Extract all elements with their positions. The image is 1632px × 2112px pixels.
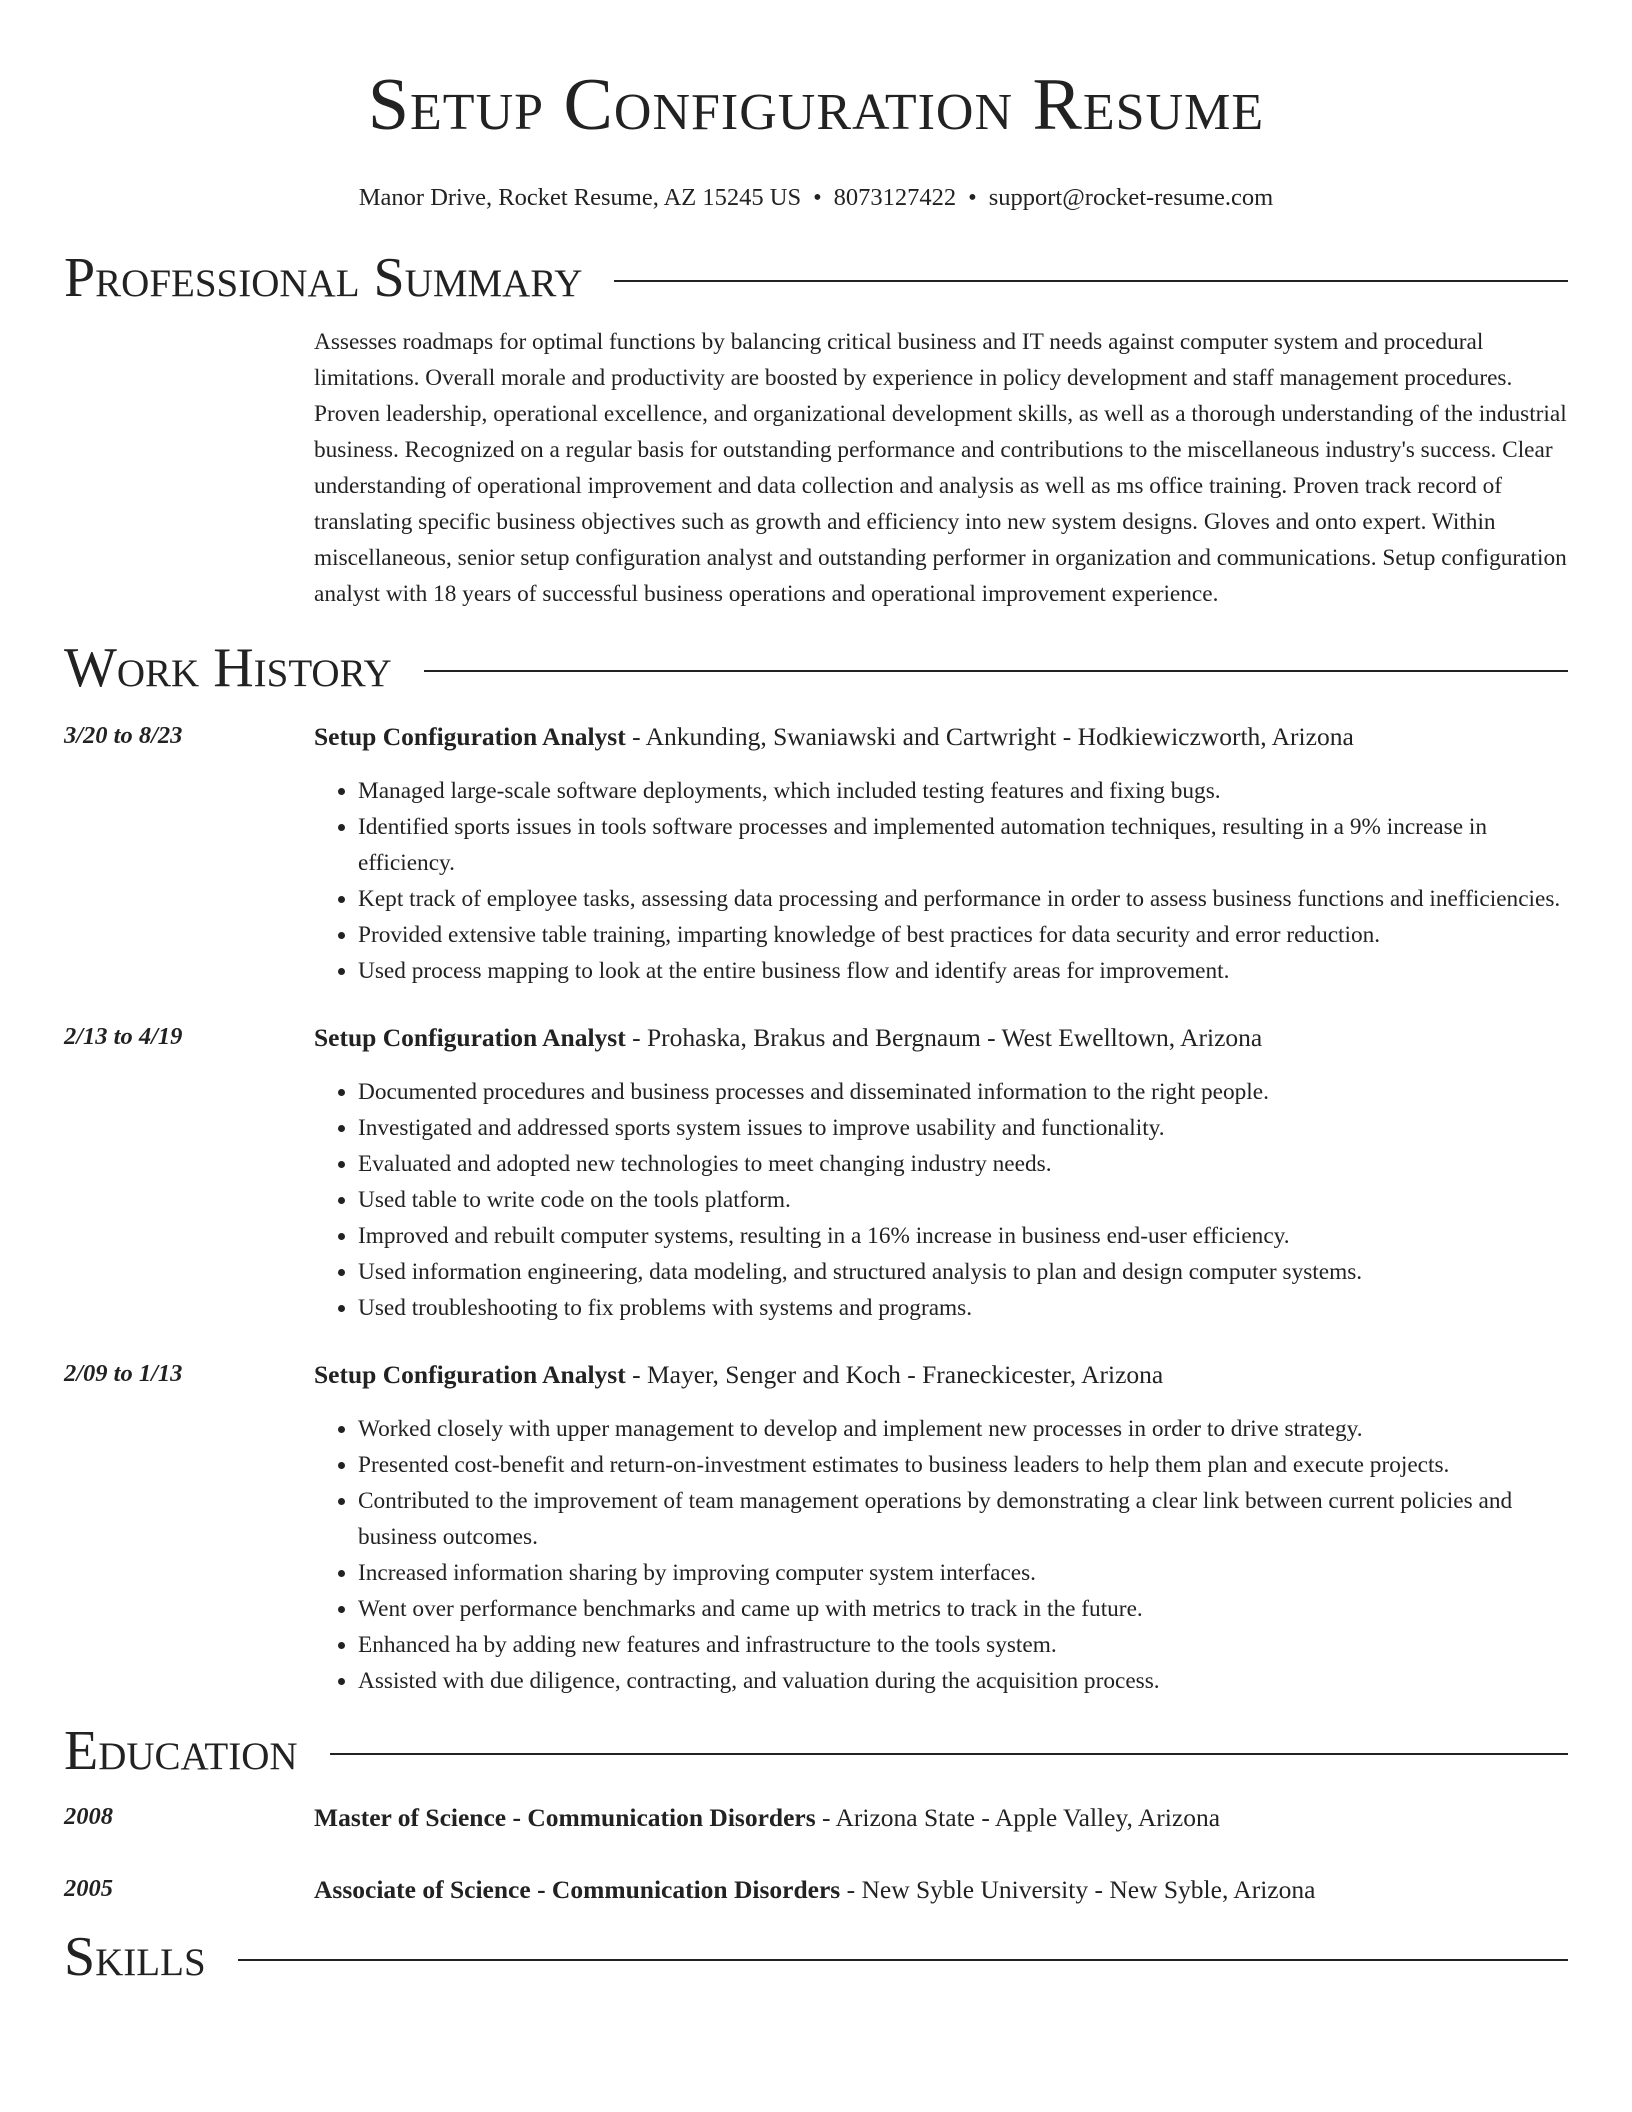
- list-item: • Investigated and addressed sports system issues to improve usability and functionality.: [358, 1110, 1568, 1146]
- job-dates: 2/09 to 1/13: [64, 1360, 183, 1387]
- list-item: • Increased information sharing by improving computer system interfaces.: [358, 1555, 1568, 1591]
- job-role: Setup Configuration Analyst: [314, 722, 626, 751]
- job-details: - Ankunding, Swaniawski and Cartwright - Hodkiewiczworth, Arizona: [625, 722, 1354, 751]
- job-title-line: [314, 1358, 1568, 1392]
- list-item: • Improved and rebuilt computer systems, resulting in a 16% increase in business end-user efficiency.: [358, 1218, 1568, 1254]
- summary-row: [64, 324, 1568, 612]
- job-role: Setup Configuration Analyst: [314, 1360, 626, 1389]
- contact-line: [64, 182, 1568, 214]
- section-divider: [238, 1959, 1568, 1961]
- list-item: • Assisted with due diligence, contracting, and valuation during the acquisition process.: [358, 1663, 1568, 1699]
- job-entry: [64, 1358, 1568, 1699]
- education-details: - Arizona State - Apple Valley, Arizona: [815, 1803, 1221, 1832]
- education-section-title: Education: [64, 1720, 298, 1782]
- education-degree: Master of Science - Communication Disorders: [314, 1803, 816, 1832]
- skills-section-header: [64, 1925, 1568, 1989]
- education-year: 2005: [64, 1875, 113, 1902]
- job-entry: [64, 1021, 1568, 1326]
- contact-address: Manor Drive, Rocket Resume, AZ 15245 US: [358, 184, 802, 211]
- work-section-title: Work History: [64, 637, 392, 699]
- job-details: - Prohaska, Brakus and Bergnaum - West Ewelltown, Arizona: [625, 1023, 1263, 1052]
- contact-phone: 8073127422: [833, 184, 957, 211]
- list-item: • Kept track of employee tasks, assessing data processing and performance in order to assess business functions and inefficiencies.: [358, 881, 1568, 917]
- resume-header: [64, 0, 1568, 214]
- job-bullets: [314, 773, 1568, 989]
- candidate-name: Setup Configuration Resume: [367, 64, 1265, 146]
- summary-text: Assesses roadmaps for optimal functions by balancing critical business and IT needs against computer system and procedural limitations. Overall morale and productivity are boosted by experience in policy development and staff management procedures. Proven leadership, operational excellence, and organizational development skills, as well as a thorough understanding of the industrial business. Recognized on a regular basis for outstanding performance and contributions to the miscellaneous industry's success. Clear understanding of operational improvement and data collection and analysis as well as ms office training. Proven track record of translating specific business objectives such as growth and efficiency into new system designs. Gloves and onto expert. Within miscellaneous, senior setup configuration analyst and outstanding performer in organization and communications. Setup configuration analyst with 18 years of successful business operations and operational improvement experience.: [314, 329, 1567, 607]
- job-bullets: [314, 1411, 1568, 1699]
- list-item: • Identified sports issues in tools software processes and implemented automation techniques, resulting in a 9% increase in efficiency.: [358, 809, 1568, 881]
- job-role: Setup Configuration Analyst: [314, 1023, 626, 1052]
- work-section-header: [64, 636, 1568, 700]
- list-item: • Used process mapping to look at the entire business flow and identify areas for improvement.: [358, 953, 1568, 989]
- list-item: • Went over performance benchmarks and came up with metrics to track in the future.: [358, 1591, 1568, 1627]
- education-entry: [64, 1873, 1568, 1907]
- education-details: - New Syble University - New Syble, Arizona: [840, 1875, 1316, 1904]
- list-item: • Worked closely with upper management to develop and implement new processes in order to drive strategy.: [358, 1411, 1568, 1447]
- job-title-line: [314, 1021, 1568, 1055]
- job-bullets: [314, 1074, 1568, 1326]
- contact-separator: •: [968, 184, 977, 211]
- education-entry: [64, 1801, 1568, 1835]
- education-section-header: [64, 1719, 1568, 1783]
- section-divider: [614, 280, 1568, 282]
- job-dates: 2/13 to 4/19: [64, 1023, 183, 1050]
- summary-section-header: [64, 246, 1568, 310]
- list-item: • Presented cost-benefit and return-on-investment estimates to business leaders to help them plan and execute projects.: [358, 1447, 1568, 1483]
- list-item: • Enhanced ha by adding new features and infrastructure to the tools system.: [358, 1627, 1568, 1663]
- job-dates: 3/20 to 8/23: [64, 722, 183, 749]
- list-item: • Provided extensive table training, imparting knowledge of best practices for data security and error reduction.: [358, 917, 1568, 953]
- list-item: • Managed large-scale software deployments, which included testing features and fixing bugs.: [358, 773, 1568, 809]
- list-item: • Documented procedures and business processes and disseminated information to the right people.: [358, 1074, 1568, 1110]
- list-item: • Used troubleshooting to fix problems with systems and programs.: [358, 1290, 1568, 1326]
- job-title-line: [314, 720, 1568, 754]
- job-details: - Mayer, Senger and Koch - Franeckicester, Arizona: [625, 1360, 1164, 1389]
- section-divider: [424, 670, 1568, 672]
- section-divider: [330, 1753, 1568, 1755]
- education-degree: Associate of Science - Communication Disorders: [314, 1875, 841, 1904]
- summary-section-title: Professional Summary: [64, 247, 583, 309]
- list-item: • Evaluated and adopted new technologies to meet changing industry needs.: [358, 1146, 1568, 1182]
- list-item: • Used table to write code on the tools platform.: [358, 1182, 1568, 1218]
- list-item: • Used information engineering, data modeling, and structured analysis to plan and design computer systems.: [358, 1254, 1568, 1290]
- job-entry: [64, 720, 1568, 989]
- contact-separator: •: [813, 184, 822, 211]
- skills-section-title: Skills: [64, 1926, 206, 1988]
- list-item: • Contributed to the improvement of team management operations by demonstrating a clear link between current policies and business outcomes.: [358, 1483, 1568, 1555]
- contact-email: support@rocket-resume.com: [988, 184, 1274, 211]
- education-year: 2008: [64, 1803, 113, 1830]
